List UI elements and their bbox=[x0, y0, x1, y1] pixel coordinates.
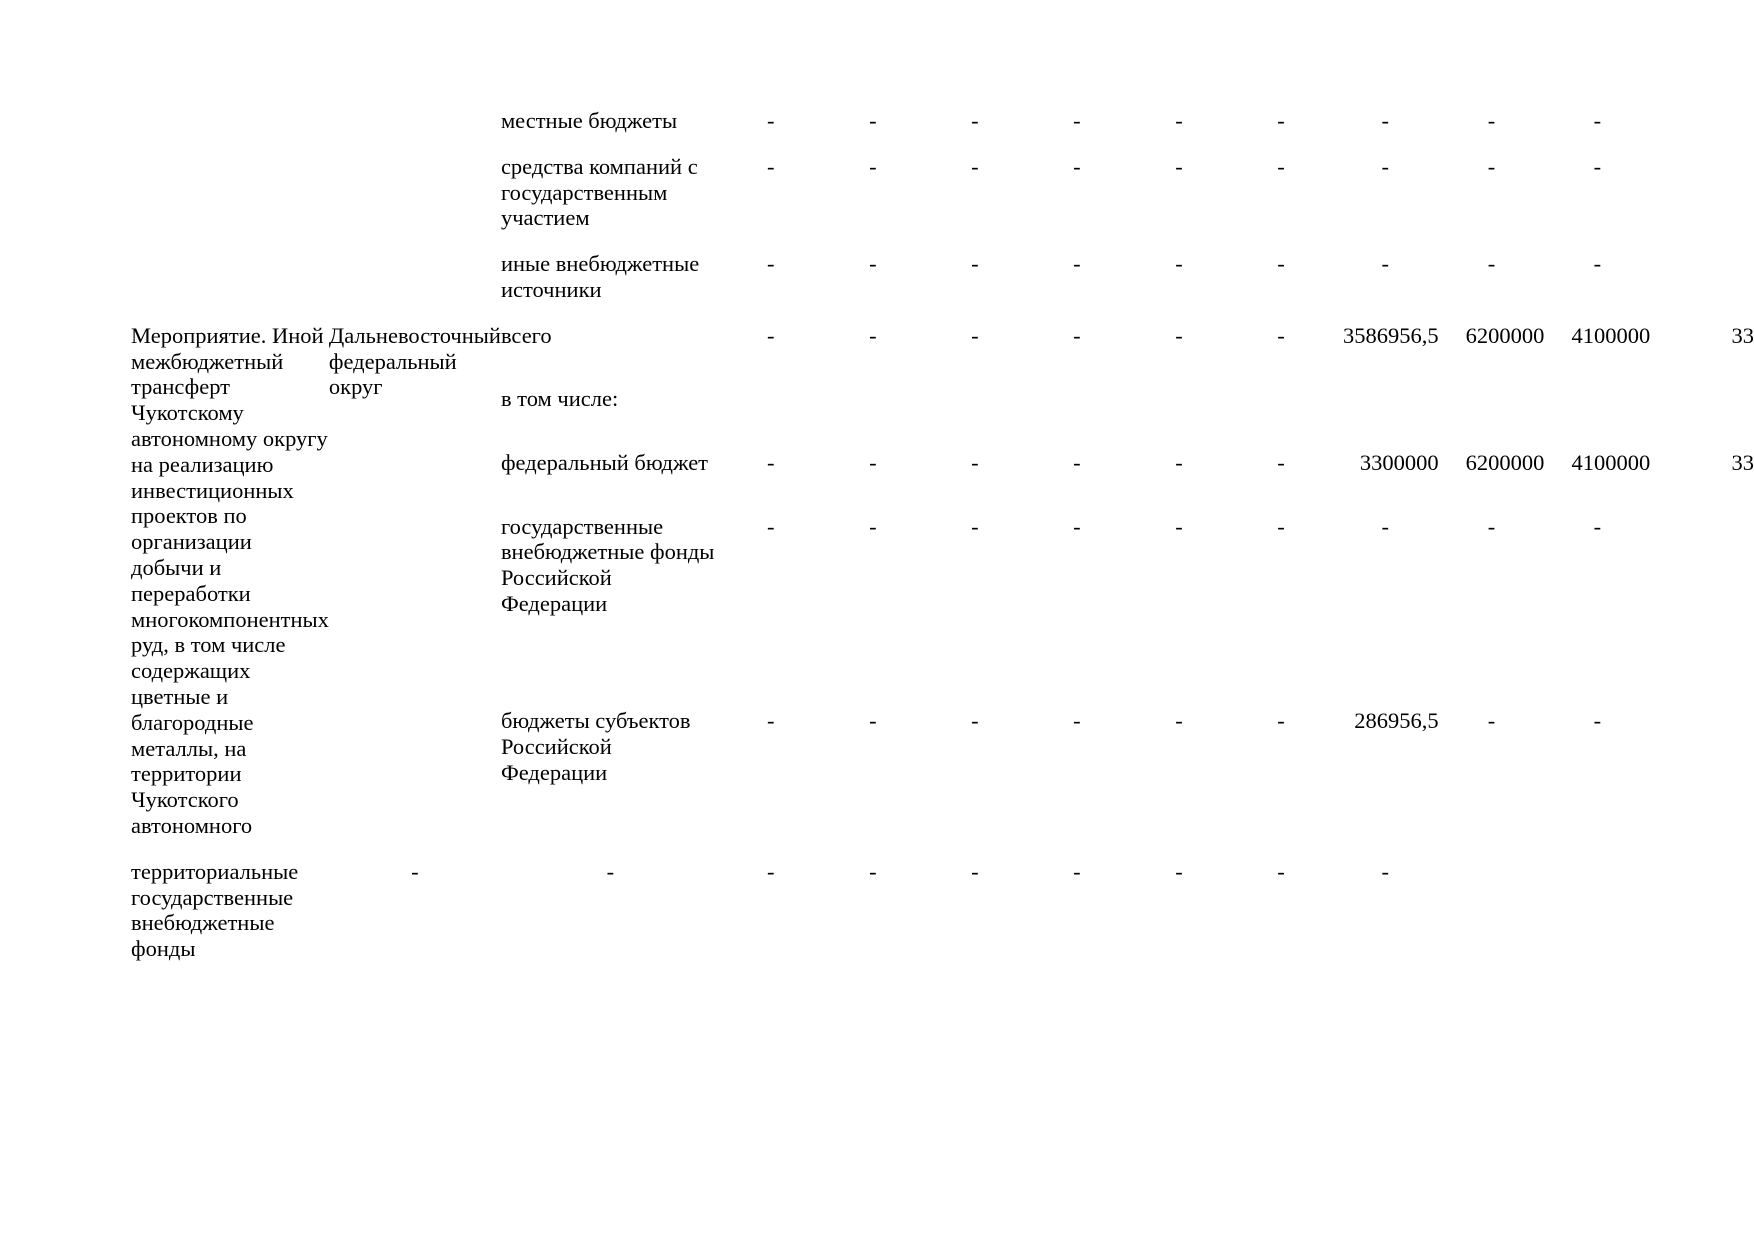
source-label: федеральный бюджет bbox=[500, 449, 709, 475]
value-cell-clipped bbox=[1650, 154, 1754, 231]
value-cell: - bbox=[1593, 108, 1602, 133]
value-cell: - bbox=[1381, 858, 1390, 884]
value-cell: - bbox=[971, 449, 979, 475]
value-cell: - bbox=[869, 858, 877, 884]
source-label: средства компаний с государственным участием bbox=[500, 153, 698, 231]
value-cell: - bbox=[1487, 707, 1496, 733]
measure-label: Мероприятие. Иной межбюджетный трансферт Чукотскому автономному округу на реализацию инвестиционных проектов по организации добычи и переработки многокомпонентных руд, в том числе содержащих цветные и благородные металлы, на территории Чукотского автономного bbox=[131, 322, 329, 838]
district-label: Дальневосточный федеральный округ bbox=[328, 322, 501, 400]
value-cell: - bbox=[1175, 322, 1183, 348]
value-cell: - bbox=[869, 513, 877, 539]
source-label: в том числе: bbox=[500, 386, 619, 412]
value-cell: - bbox=[1277, 322, 1285, 348]
district-cell bbox=[329, 108, 501, 134]
value-cell: - bbox=[411, 858, 419, 884]
value-cell: - bbox=[1593, 153, 1602, 179]
district-cell bbox=[329, 251, 501, 303]
measure-cell bbox=[131, 154, 329, 231]
source-cell bbox=[501, 708, 720, 839]
value-cell: 286956,5 bbox=[1354, 707, 1439, 733]
value-cell: - bbox=[1277, 513, 1285, 539]
value-cell: - bbox=[1487, 513, 1496, 539]
value-cell: - bbox=[1277, 449, 1285, 475]
value-cell: - bbox=[1175, 449, 1183, 475]
measure-cell bbox=[131, 251, 329, 303]
source-label: всего bbox=[500, 322, 552, 348]
value-cell: 3300000 bbox=[1359, 449, 1439, 475]
value-cell: - bbox=[971, 513, 979, 539]
value-cell: - bbox=[1175, 707, 1183, 733]
value-cell: - bbox=[971, 108, 979, 133]
value-cell: - bbox=[1593, 251, 1602, 277]
value-cell: - bbox=[869, 707, 877, 733]
value-cell: - bbox=[1175, 108, 1183, 133]
value-cell: - bbox=[767, 322, 775, 348]
source-cell bbox=[501, 450, 720, 494]
value-cell: 4100000 bbox=[1571, 449, 1651, 475]
source-label: государственные внебюджетные фонды Российской Федерации bbox=[500, 513, 715, 616]
value-cell: - bbox=[869, 108, 877, 133]
value-cell: - bbox=[1175, 251, 1183, 277]
value-cell-clipped bbox=[1650, 108, 1754, 134]
table-row-group bbox=[131, 323, 1754, 367]
value-cell: - bbox=[1175, 153, 1183, 179]
table-row bbox=[131, 154, 1754, 231]
value-cell: - bbox=[767, 449, 775, 475]
district-cell bbox=[329, 154, 501, 231]
table-row bbox=[131, 251, 1754, 303]
row-spacer bbox=[131, 303, 1754, 323]
value-cell: - bbox=[869, 251, 877, 277]
value-cell: - bbox=[1073, 108, 1081, 133]
source-cell bbox=[131, 859, 329, 962]
table-row bbox=[131, 859, 1754, 962]
source-cell bbox=[501, 386, 720, 430]
value-cell: - bbox=[869, 322, 877, 348]
value-cell: - bbox=[1487, 108, 1496, 133]
value-cell: - bbox=[1381, 108, 1390, 133]
value-cell: - bbox=[1277, 108, 1285, 133]
row-spacer bbox=[131, 839, 1754, 859]
measure-cell bbox=[131, 108, 329, 134]
value-cell: - bbox=[1277, 858, 1285, 884]
value-cell-clipped bbox=[1650, 514, 1754, 688]
value-cell: - bbox=[1487, 153, 1496, 179]
value-cell: - bbox=[1073, 153, 1081, 179]
value-cell: - bbox=[1277, 251, 1285, 277]
value-cell: - bbox=[767, 513, 775, 539]
value-cell: - bbox=[1487, 251, 1496, 277]
source-label: местные бюджеты bbox=[500, 108, 678, 133]
value-cell-clipped: 33 bbox=[1731, 449, 1754, 475]
source-label: иные внебюджетные источники bbox=[500, 251, 700, 302]
value-cell: - bbox=[971, 251, 979, 277]
value-cell-clipped bbox=[1650, 708, 1754, 839]
measure-cell bbox=[131, 323, 329, 839]
value-cell: - bbox=[1381, 153, 1390, 179]
district-cell bbox=[329, 323, 501, 839]
row-spacer bbox=[131, 231, 1754, 251]
budget-allocation-table bbox=[131, 108, 1754, 962]
source-cell bbox=[501, 154, 720, 231]
value-cell: 6200000 bbox=[1465, 449, 1545, 475]
value-cell-clipped bbox=[1650, 251, 1754, 303]
value-cell: - bbox=[1381, 251, 1390, 277]
value-cell: 4100000 bbox=[1571, 322, 1651, 348]
source-label: территориальные государственные внебюджетные фонды bbox=[131, 858, 299, 962]
value-cell-empty bbox=[720, 386, 1754, 430]
value-cell: 6200000 bbox=[1465, 322, 1545, 348]
value-cell: - bbox=[767, 707, 775, 733]
row-spacer bbox=[131, 134, 1754, 154]
value-cell: - bbox=[1073, 858, 1081, 884]
value-cell: - bbox=[1277, 707, 1285, 733]
source-cell bbox=[501, 514, 720, 688]
value-cell-clipped bbox=[1439, 859, 1545, 962]
value-cell: - bbox=[1073, 707, 1081, 733]
source-label: бюджеты субъектов Российской Федерации bbox=[500, 707, 691, 785]
value-cell: - bbox=[1593, 707, 1602, 733]
source-cell bbox=[501, 251, 720, 303]
value-cell: - bbox=[1073, 513, 1081, 539]
source-cell bbox=[501, 108, 720, 134]
value-cell: - bbox=[1175, 513, 1183, 539]
value-cell: - bbox=[971, 322, 979, 348]
value-cell: 3586956,5 bbox=[1342, 322, 1439, 348]
value-cell: - bbox=[1175, 858, 1183, 884]
value-cell: - bbox=[869, 153, 877, 179]
source-cell bbox=[501, 323, 720, 367]
value-cell: - bbox=[1381, 513, 1390, 539]
value-cell: - bbox=[1073, 251, 1081, 277]
value-cell: - bbox=[869, 449, 877, 475]
value-cell: - bbox=[1073, 322, 1081, 348]
value-cell: - bbox=[971, 707, 979, 733]
value-cell: - bbox=[1593, 513, 1602, 539]
value-cell-clipped: 33 bbox=[1731, 322, 1754, 348]
value-cell: - bbox=[767, 108, 775, 133]
value-cell: - bbox=[971, 153, 979, 179]
value-cell: - bbox=[767, 251, 775, 277]
value-cell: - bbox=[606, 858, 615, 884]
value-cell: - bbox=[767, 858, 775, 884]
value-cell: - bbox=[971, 858, 979, 884]
value-cell: - bbox=[1073, 449, 1081, 475]
value-cell: - bbox=[767, 153, 775, 179]
table-row bbox=[131, 108, 1754, 134]
value-cell: - bbox=[1277, 153, 1285, 179]
